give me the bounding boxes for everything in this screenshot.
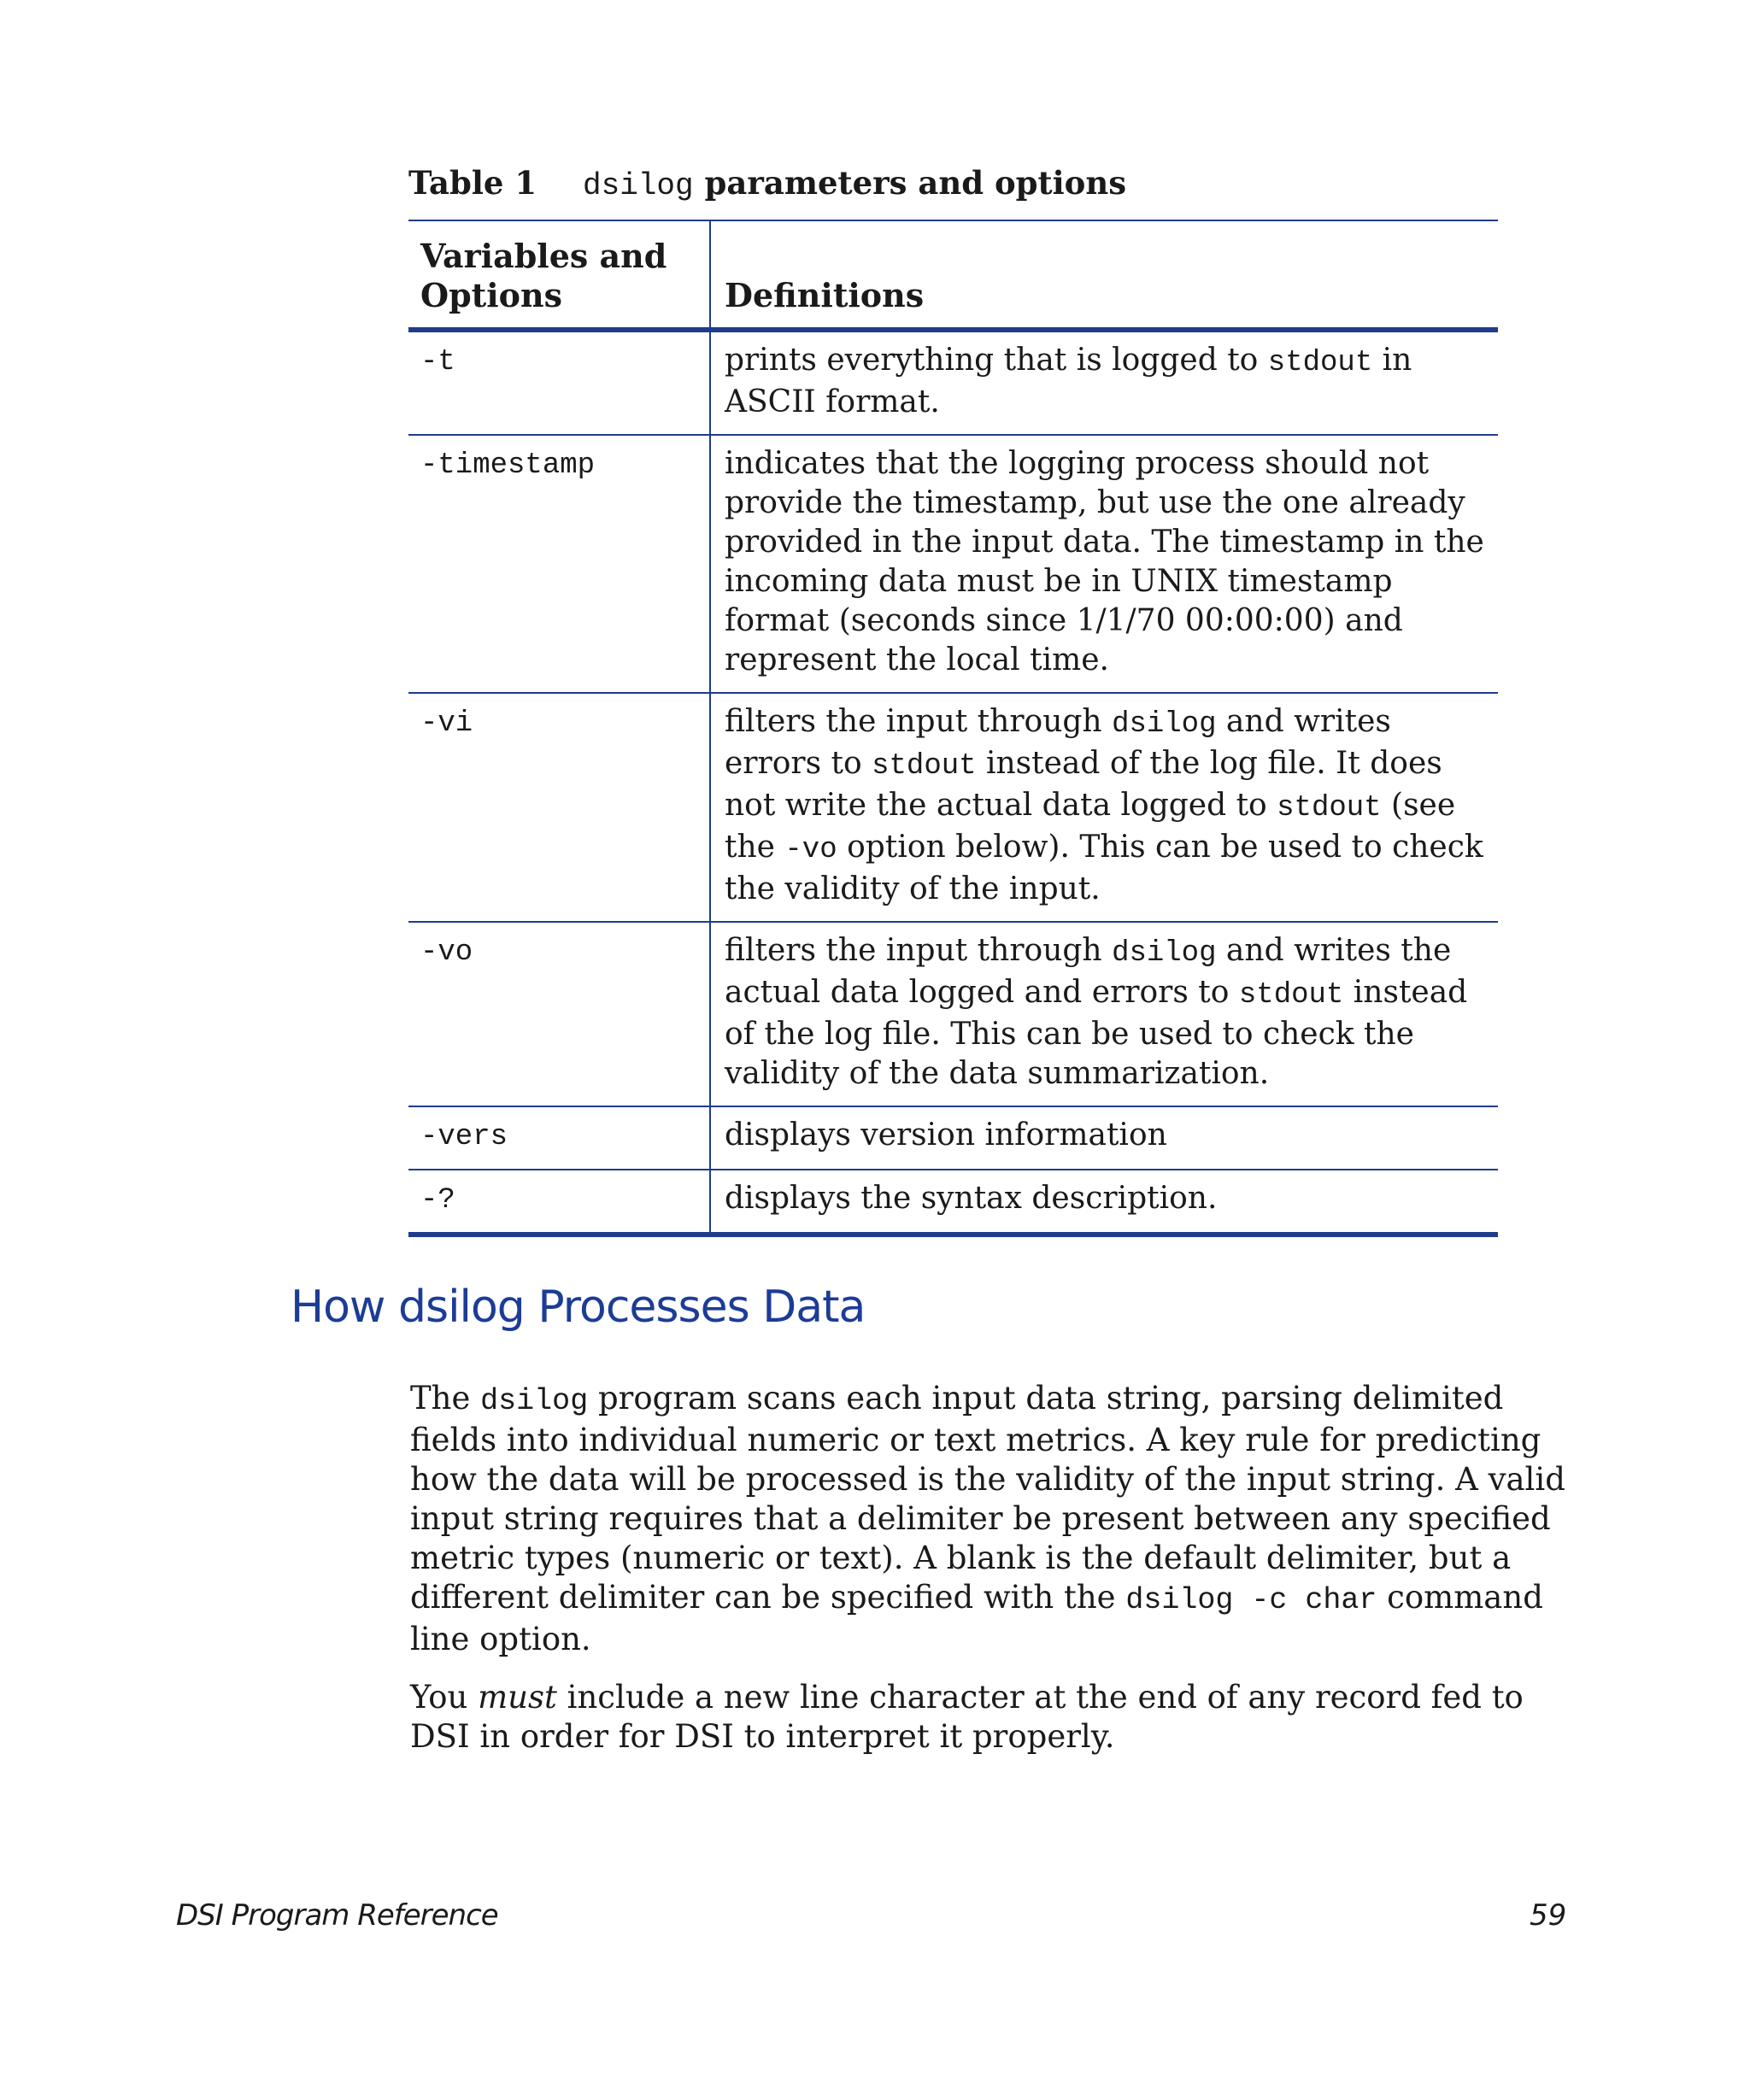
header-variables-options: Variables and Options xyxy=(408,220,710,330)
inline-code: dsilog xyxy=(480,1384,589,1418)
footer-page-number: 59 xyxy=(1530,1898,1567,1933)
definition-cell xyxy=(710,922,1498,1106)
option-cell: -t xyxy=(408,330,710,435)
text-run: in ASCII format. xyxy=(725,343,1412,419)
text-run: displays the syntax description. xyxy=(725,1181,1218,1216)
table-body xyxy=(408,330,1498,1235)
text-run: You xyxy=(410,1679,479,1716)
option-cell: -vers xyxy=(408,1106,710,1170)
option-cell: -vi xyxy=(408,693,710,922)
text-run: displays version information xyxy=(725,1117,1167,1153)
option-cell: -timestamp xyxy=(408,435,710,693)
text-run: prints everything that is logged to xyxy=(725,343,1268,378)
table-caption-code: dsilog xyxy=(583,168,694,203)
text-run: indicates that the logging process should not provide the timestamp, but use the one already provided in the input data. The timestamp in the incoming data must be in UNIX timestamp format (seconds since 1/1/70 00:00:00) and represent the local time. xyxy=(725,446,1484,678)
definition-cell xyxy=(710,693,1498,922)
text-run: instead of the log file. It does not write the actual data logged to xyxy=(725,746,1442,823)
text-run: command line option. xyxy=(410,1579,1543,1657)
text-run: filters the input through xyxy=(725,704,1113,739)
section-body xyxy=(410,1379,1589,1775)
paragraph xyxy=(410,1379,1589,1659)
table-row xyxy=(408,435,1498,693)
definition-cell xyxy=(710,1106,1498,1170)
text-run: instead of the log file. This can be used to check the validity of the data summarization. xyxy=(725,975,1468,1091)
definition-cell xyxy=(710,435,1498,693)
definition-cell xyxy=(710,330,1498,435)
text-run: The xyxy=(410,1380,481,1417)
table-row xyxy=(408,693,1498,922)
text-run: (see the xyxy=(725,788,1456,865)
table-row xyxy=(408,1106,1498,1170)
inline-code: dsilog xyxy=(1112,937,1217,970)
inline-code: dsilog xyxy=(1112,708,1217,741)
header-definitions: Definitions xyxy=(725,276,925,314)
text-run: option below). This can be used to check the validity of the input. xyxy=(725,830,1483,906)
table-row xyxy=(408,922,1498,1106)
section-heading: How dsilog Processes Data xyxy=(291,1282,866,1333)
text-run: and writes the actual data logged and errors to xyxy=(725,933,1452,1010)
table-caption-text: parameters and options xyxy=(704,164,1127,202)
emphasis-text: must xyxy=(478,1679,557,1716)
table-row xyxy=(408,1170,1498,1235)
option-cell: -vo xyxy=(408,922,710,1106)
inline-code: stdout xyxy=(1238,979,1344,1012)
table-caption xyxy=(408,164,1126,203)
text-run: include a new line character at the end of any record fed to DSI in order for DSI to interpret it properly. xyxy=(410,1679,1524,1755)
table-row xyxy=(408,330,1498,435)
paragraph xyxy=(410,1678,1589,1757)
definition-cell xyxy=(710,1170,1498,1235)
text-run: and writes errors to xyxy=(725,704,1391,781)
inline-code: stdout xyxy=(1277,792,1382,824)
table-header-row xyxy=(408,220,1498,330)
inline-code: stdout xyxy=(1267,347,1373,379)
inline-code: stdout xyxy=(872,750,977,783)
table-caption-label: Table 1 xyxy=(408,164,537,202)
option-cell: -? xyxy=(408,1170,710,1235)
inline-code: -vo xyxy=(784,834,837,866)
inline-code: dsilog -c char xyxy=(1125,1583,1377,1617)
text-run: program scans each input data string, parsing delimited fields into individual numeric or text metrics. A key rule for predicting how the data will be processed is the validity of the input string. A valid input string requires that a delimiter be present between any specified metric types (numeric or text). A blank is the default delimiter, but a different delimiter can be specified with the xyxy=(410,1380,1565,1616)
text-run: filters the input through xyxy=(725,933,1113,968)
footer-doc-title: DSI Program Reference xyxy=(176,1898,498,1933)
options-table xyxy=(408,220,1498,1237)
